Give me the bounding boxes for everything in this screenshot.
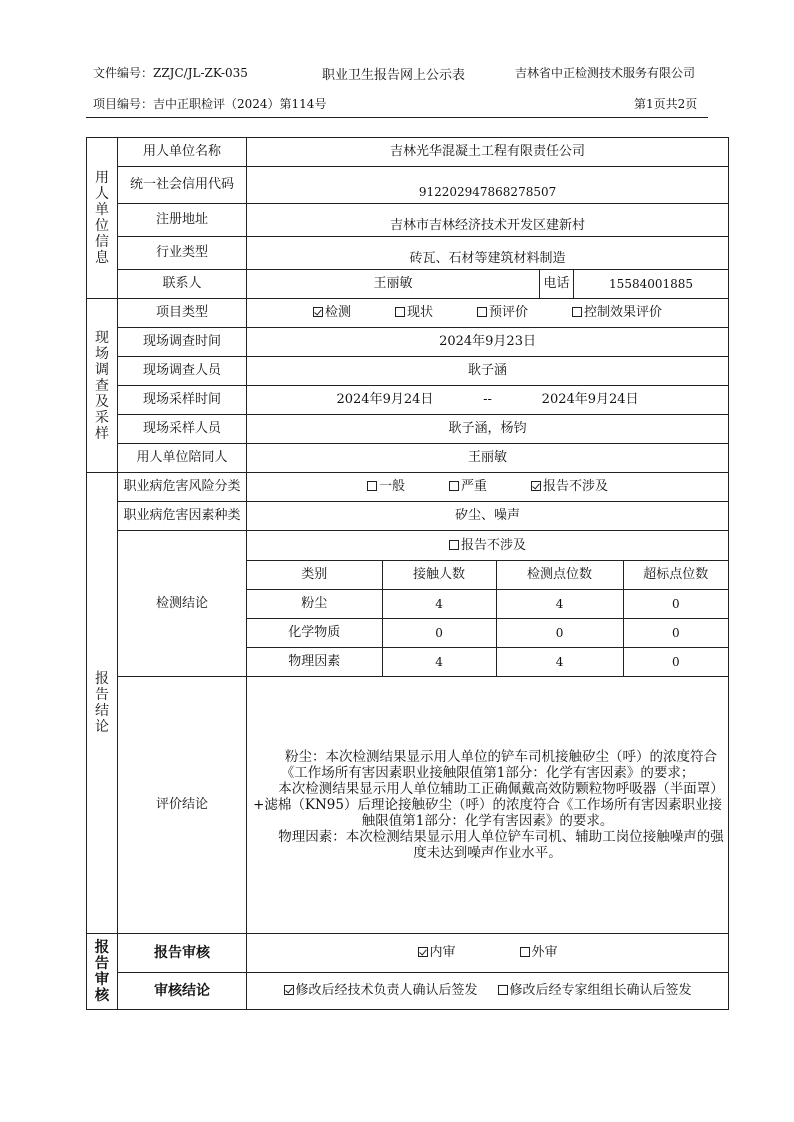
section-title-char: 单 [95,202,109,218]
checked-box-icon[interactable] [313,307,323,317]
review-result-options [247,973,729,1010]
results-cell: 粉尘 [247,589,382,618]
employer-name: 吉林光华混凝土工程有限责任公司 [247,138,729,167]
sampling-separator: -- [483,392,492,407]
escort-person: 王丽敏 [247,444,729,473]
phone-number: 15584001885 [574,270,729,299]
header-divider [86,117,708,118]
checkbox-option[interactable] [449,479,487,495]
checkbox-label: 检测 [325,305,352,320]
checkbox-icon[interactable] [477,307,487,317]
risk-class-options [247,473,729,502]
employer-name-label: 用人单位名称 [118,138,247,167]
checkbox-option[interactable] [498,983,692,999]
checkbox-option[interactable] [477,305,528,321]
section-report-conclusion [87,473,118,934]
checkbox-icon[interactable] [520,947,530,957]
checkbox-label: 外审 [531,945,558,960]
checked-box-icon[interactable] [531,481,541,491]
contact-label: 联系人 [118,270,247,299]
checked-box-icon[interactable] [284,985,294,995]
section-title-char: 报 [94,938,110,956]
section-title-char: 样 [95,425,109,442]
section-title-char: 告 [95,687,109,703]
results-cell: 物理因素 [247,647,382,676]
credit-code-label: 统一社会信用代码 [118,167,247,204]
survey-time: 2024年9月23日 [247,328,729,357]
checkbox-label: 控制效果评价 [584,305,663,320]
checkbox-label: 报告不涉及 [543,479,609,494]
checkbox-icon [449,540,459,550]
section-title-char: 结 [95,703,109,719]
table-row [247,589,728,618]
samplers-label: 现场采样人员 [118,415,247,444]
results-cell: 4 [382,589,496,618]
checkbox-option[interactable] [531,479,608,495]
checkbox-label: 修改后经技术负责人确认后签发 [295,983,478,998]
surveyors-label: 现场调查人员 [118,357,247,386]
checkbox-icon[interactable] [367,481,377,491]
results-cell: 4 [382,647,496,676]
test-not-involved: 报告不涉及 [247,532,728,561]
contact-person: 王丽敏 [247,270,540,299]
factor-types: 矽尘、噪声 [247,502,729,531]
results-cell: 0 [496,618,623,647]
table-row [247,647,728,676]
results-header-cell: 类别 [247,560,382,589]
evaluation-paragraph: 物理因素：本次检测结果显示用人单位铲车司机、辅助工岗位接触噪声的强度未达到噪声作业水平。 [278,829,724,861]
sampling-time-label: 现场采样时间 [118,386,247,415]
survey-time-label: 现场调查时间 [118,328,247,357]
section-title-char: 人 [95,186,109,202]
checkbox-option[interactable] [572,305,662,321]
company-name: 吉林省中正检测技术服务有限公司 [515,66,696,80]
section-title-char: 场 [95,345,109,362]
checkbox-icon[interactable] [449,481,459,491]
checkbox-icon[interactable] [498,985,508,995]
section-title-char: 报 [95,671,109,687]
sampling-end: 2024年9月24日 [541,392,639,407]
form-title: 职业卫生报告网上公示表 [322,68,466,83]
project-type-options [247,299,729,328]
results-cell: 0 [382,618,496,647]
review-result-label: 审核结论 [118,973,247,1010]
checked-box-icon[interactable] [418,947,428,957]
samplers: 耿子涵，杨钧 [247,415,729,444]
checkbox-option[interactable] [520,945,558,961]
results-cell: 4 [496,589,623,618]
section-title-char: 告 [94,954,110,972]
section-title-char: 核 [94,986,110,1004]
checkbox-label: 修改后经专家组组长确认后签发 [509,983,692,998]
audit-options [247,934,729,973]
registered-address: 吉林市吉林经济技术开发区建新村 [247,204,729,237]
checkbox-icon[interactable] [395,307,405,317]
section-title-char: 位 [95,218,109,234]
industry-label: 行业类型 [118,237,247,270]
table-row [247,618,728,647]
evaluation-label: 评价结论 [118,677,247,934]
checkbox-option[interactable] [284,983,478,999]
evaluation-paragraph: 本次检测结果显示用人单位辅助工正确佩戴高效防颗粒物呼吸器（半面罩）+滤棉（KN95）后理论接触矽尘（呼）的浓度符合《工作场所有害因素职业接触限值第1部分：化学有害因素》的要求。 [253,781,724,829]
evaluation-text [247,677,729,934]
section-title-char: 论 [95,719,109,735]
checkbox-label: 内审 [429,945,456,960]
checkbox-option[interactable] [418,945,456,961]
checkbox-icon[interactable] [572,307,582,317]
section-title-char: 查 [95,377,109,394]
section-title-char: 用 [95,170,109,186]
address-label: 注册地址 [118,204,247,237]
credit-code: 912202947868278507 [247,167,729,204]
results-cell: 化学物质 [247,618,382,647]
checkbox-label: 一般 [379,479,406,494]
section-employer-info [87,138,118,299]
escort-label: 用人单位陪同人 [118,444,247,473]
checkbox-option[interactable] [395,305,433,321]
test-conclusion-label: 检测结论 [118,531,247,677]
sampling-start: 2024年9月24日 [336,392,434,407]
section-title-char: 信 [95,234,109,250]
section-title-char: 调 [95,361,109,378]
risk-class-label: 职业病危害风险分类 [118,473,247,502]
results-cell: 0 [623,647,728,676]
results-header-cell: 检测点位数 [496,560,623,589]
test-conclusion-block [247,531,729,677]
results-header-cell: 接触人数 [382,560,496,589]
section-title-char: 及 [95,393,109,410]
checkbox-label: 严重 [461,479,488,494]
project-number: 项目编号：吉中正职检评（2024）第114号 [93,97,327,111]
checkbox-label: 预评价 [489,305,529,320]
factor-type-label: 职业病危害因素种类 [118,502,247,531]
disclosure-table [86,137,729,1010]
section-report-review [87,934,118,1010]
sampling-time [247,386,729,415]
page-indicator: 第1页共2页 [634,97,698,111]
section-title-char: 审 [94,970,110,988]
checkbox-label: 现状 [407,305,434,320]
results-header-cell: 超标点位数 [623,560,728,589]
industry-type: 砖瓦、石材等建筑材料制造 [247,237,729,270]
results-cell: 0 [623,589,728,618]
results-cell: 4 [496,647,623,676]
checkbox-option[interactable] [313,305,351,321]
doc-number: 文件编号：ZZJC/JL-ZK-035 [93,66,248,80]
audit-label: 报告审核 [118,934,247,973]
section-survey-sampling [87,299,118,473]
section-title-char: 现 [95,329,109,346]
test-results-table [247,532,728,676]
project-type-label: 项目类型 [118,299,247,328]
section-title-char: 采 [95,409,109,426]
section-title-char: 息 [95,250,109,266]
surveyors: 耿子涵 [247,357,729,386]
results-cell: 0 [623,618,728,647]
checkbox-option[interactable] [367,479,405,495]
evaluation-paragraph: 粉尘：本次检测结果显示用人单位的铲车司机接触矽尘（呼）的浓度符合《工作场所有害因素职业接触限值第1部分：化学有害因素》的要求； [280,749,718,781]
phone-label: 电话 [540,270,574,299]
